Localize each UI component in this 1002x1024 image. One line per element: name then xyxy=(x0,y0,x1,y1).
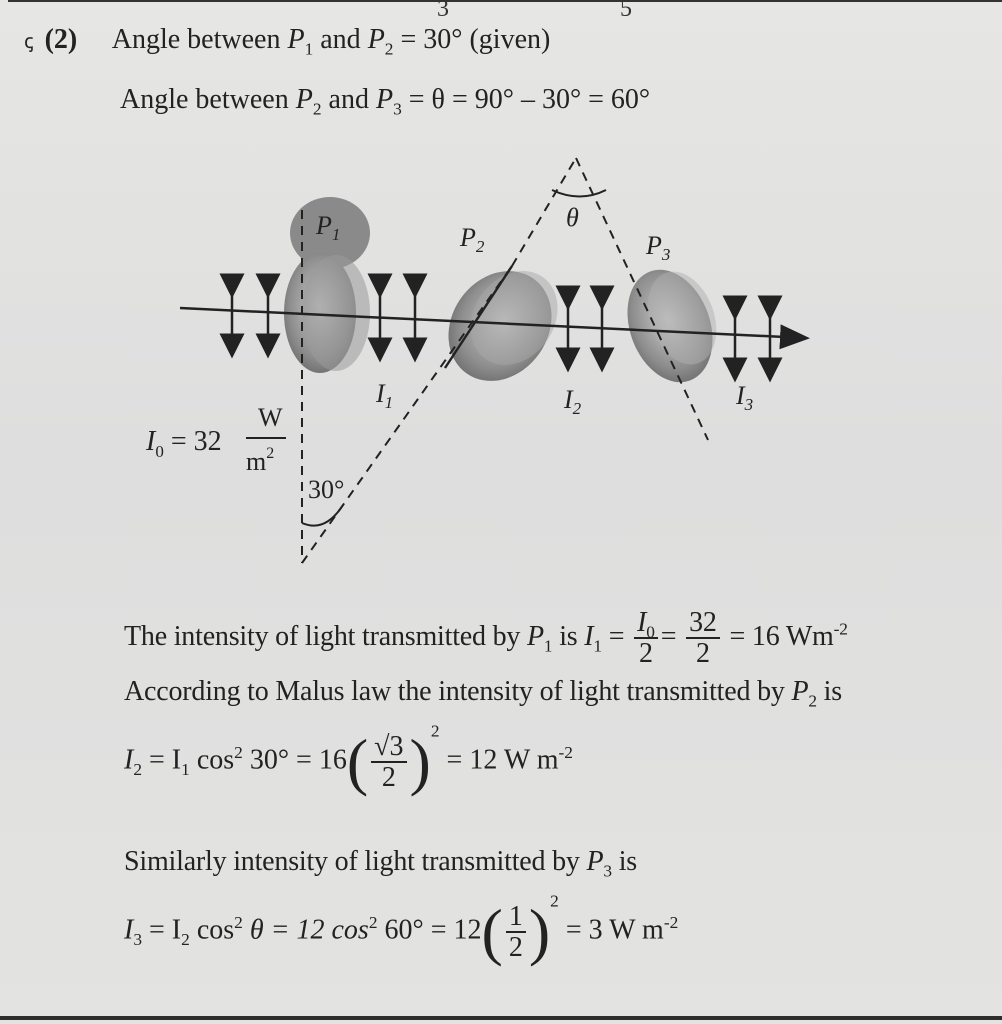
polarizer-diagram xyxy=(140,148,840,578)
p1-intensity-line: The intensity of light transmitted by $P_1$ is $I_1$ = $\frac{I_0}{2}$ = $\frac{32}{2}$ = 16 $Wm^{-2}$ xyxy=(124,607,848,670)
header-fragment: 5 xyxy=(620,0,632,22)
equation-i3: $I_3 = I_2$ $\cos^2 \theta = 12$ $\cos^2 60^\circ = 12$( $\frac{1}{2}$ )$^2$ = 3 W $m^{-2}$ xyxy=(124,891,679,967)
solution-number: (2) xyxy=(44,24,78,55)
fraction-32-over-2: $\frac{32}{2}$ xyxy=(686,608,720,669)
malus-law-line: According to Malus law the intensity of light transmitted by $P_2$ is xyxy=(124,676,842,711)
label-i3: $I_3$ xyxy=(736,381,754,414)
label-i1: $I_1$ xyxy=(376,379,394,412)
header-fragment: 3 xyxy=(437,0,449,22)
label-30-degrees: 30° xyxy=(308,475,345,504)
label-p1: $P_1$ xyxy=(316,211,341,244)
svg-text:I0 = 32: $I_0 = 32$ xyxy=(146,426,222,461)
top-rule xyxy=(8,0,1002,2)
fraction-root3-over-2: $\frac{√3}{2}$ xyxy=(371,732,406,793)
fraction-1-over-2: $\frac{1}{2}$ xyxy=(506,902,526,963)
solution-line-1: ꞔ (2) Angle between $P_1$ and $P_2 = 30^\circ$ (given) xyxy=(24,24,551,59)
similarly-line: Similarly intensity of light transmitted by $P_3$ is xyxy=(124,846,637,881)
label-theta: θ xyxy=(566,203,579,232)
equation-i2: $I_2 = I_1$ $\cos^2 30^\circ = 16$( $\frac{√3}{2}$ )$^2$ = 12 W $m^{-2}$ xyxy=(124,721,573,797)
initial-intensity-label xyxy=(145,403,286,476)
svg-text:m2: $m^2$ xyxy=(246,445,275,476)
label-p3: $P_3$ xyxy=(646,231,671,264)
solution-line-2: Angle between $P_2$ and $P_3 = \theta = 90^\circ - 30^\circ = 60^\circ$ xyxy=(120,84,651,119)
label-i2: $I_2$ xyxy=(564,385,582,418)
svg-text:W: W xyxy=(258,403,283,432)
polarizer-p3-disc xyxy=(613,258,729,394)
fraction-i0-over-2: $\frac{I_0}{2}$ xyxy=(634,608,658,669)
solution-marker: ꞔ xyxy=(24,31,34,53)
label-p2: $P_2$ xyxy=(460,223,485,256)
bottom-rule xyxy=(0,1016,1002,1020)
